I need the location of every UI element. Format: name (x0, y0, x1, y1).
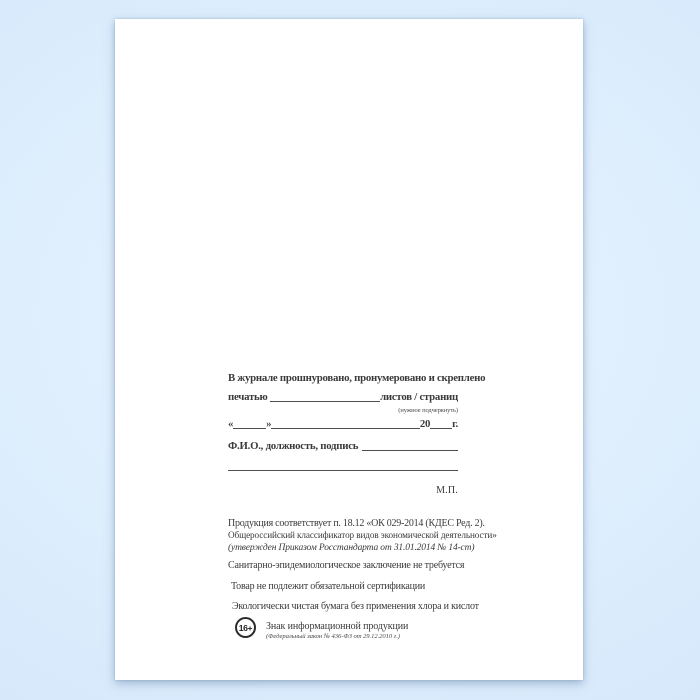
blank-line (362, 446, 458, 451)
age-16plus-icon: 16+ (235, 617, 256, 638)
blank-line (270, 397, 380, 402)
blank-line (430, 424, 452, 429)
age-mark-text (266, 617, 408, 641)
sanitary-note: Санитарно-эпидемиологическое заключение не требуется (228, 560, 465, 571)
date-line (228, 418, 458, 431)
sheets-pages-label: листов / страниц (380, 391, 458, 403)
stamp-abbr: М.П. (436, 485, 458, 496)
journal-back-page (115, 19, 583, 680)
eco-paper-note: Экологически чистая бумага без применения хлора и кислот (232, 601, 479, 612)
year-letter: г. (452, 418, 458, 430)
signer-line (228, 440, 458, 453)
seal-word-label: печатью (228, 391, 268, 403)
page-content (228, 19, 497, 680)
compliance-line-1: Продукция соответствует п. 18.12 «ОК 029-2014 (КДЕС Ред. 2). (228, 518, 485, 529)
year-prefix: 20 (419, 418, 431, 430)
age-mark-law: (Федеральный закон № 436-ФЗ от 29.12.2010 г.) (266, 633, 400, 640)
underline-hint: (нужное подчеркнуть) (398, 407, 458, 414)
compliance-line-3: (утвержден Приказом Росстандарта от 31.01.2014 № 14-ст) (228, 542, 475, 553)
quote-close: » (266, 418, 272, 430)
blank-line (233, 424, 266, 429)
certification-note: Товар не подлежит обязательной сертификации (231, 581, 426, 592)
age-mark-row (228, 617, 458, 641)
quote-open: « (228, 418, 234, 430)
blank-line (228, 456, 458, 471)
blank-line (271, 424, 420, 429)
seal-line (228, 391, 458, 404)
compliance-line-2: Общероссийский классификатор видов экономической деятельности» (228, 530, 497, 540)
signer-label: Ф.И.О., должность, подпись (228, 440, 359, 452)
stitched-statement: В журнале прошнуровано, пронумеровано и скреплено (228, 372, 486, 384)
compliance-paragraph (228, 518, 497, 554)
age-mark-title: Знак информационной продукции (266, 621, 409, 632)
